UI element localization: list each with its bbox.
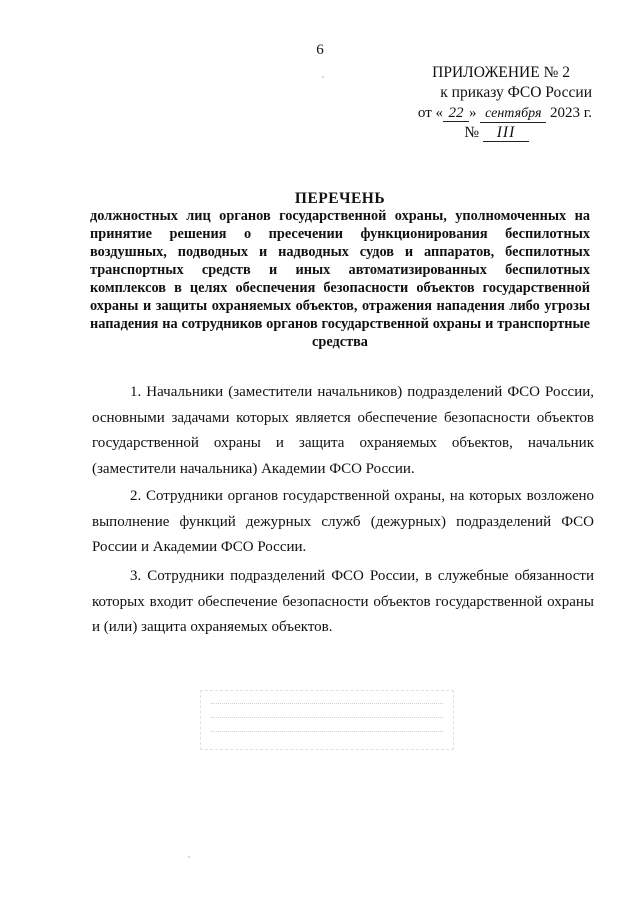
- number-prefix: №: [464, 124, 480, 141]
- document-subtitle: должностных лиц органов государственной охраны, уполномоченных на принятие решения о пресечении функционирования беспилотных воздушных, подводных и надводных судов и аппаратов, беспилотных транспортных средств и иных автоматизированных беспилотных комплексов в целях обеспечения безопасности объектов государственной охраны и защиты охраняемых объектов, отражения нападения либо угрозы нападения на сотрудников органов государственной охраны и транспортные средства: [90, 208, 590, 350]
- list-item: 1. Начальники (заместители начальников) подразделений ФСО России, основными задачами которых является обеспечение безопасности объектов государственной охраны и защита охраняемых объектов, начальник (заместители начальника) Академии ФСО России.: [92, 384, 594, 477]
- list-item: 3. Сотрудники подразделений ФСО России, в служебные обязанности которых входит обеспечение безопасности объектов государственной охраны и (или) защита охраняемых объектов.: [92, 568, 594, 635]
- page-number: 6: [316, 42, 324, 58]
- list-item: 2. Сотрудники органов государственной охраны, на которых возложено выполнение функций дежурных служб (дежурных) подразделений ФСО России и Академии ФСО России.: [92, 488, 594, 555]
- document-title: ПЕРЕЧЕНЬ: [294, 190, 386, 207]
- scan-speck: [322, 76, 324, 78]
- faded-stamp: [200, 690, 454, 750]
- date-year: 2023 г.: [550, 105, 592, 121]
- order-number: [392, 123, 592, 143]
- appendix-block: [392, 63, 592, 143]
- order-date: [392, 103, 592, 123]
- date-mid: »: [469, 105, 477, 121]
- appendix-title: ПРИЛОЖЕНИЕ № 2: [432, 64, 570, 81]
- order-reference: к приказу ФСО России: [440, 84, 592, 101]
- number-value: III: [483, 125, 529, 142]
- date-month: сентября: [480, 106, 546, 123]
- date-prefix: от «: [417, 105, 444, 121]
- scan-speck: [188, 856, 190, 858]
- date-day: 22: [443, 105, 469, 122]
